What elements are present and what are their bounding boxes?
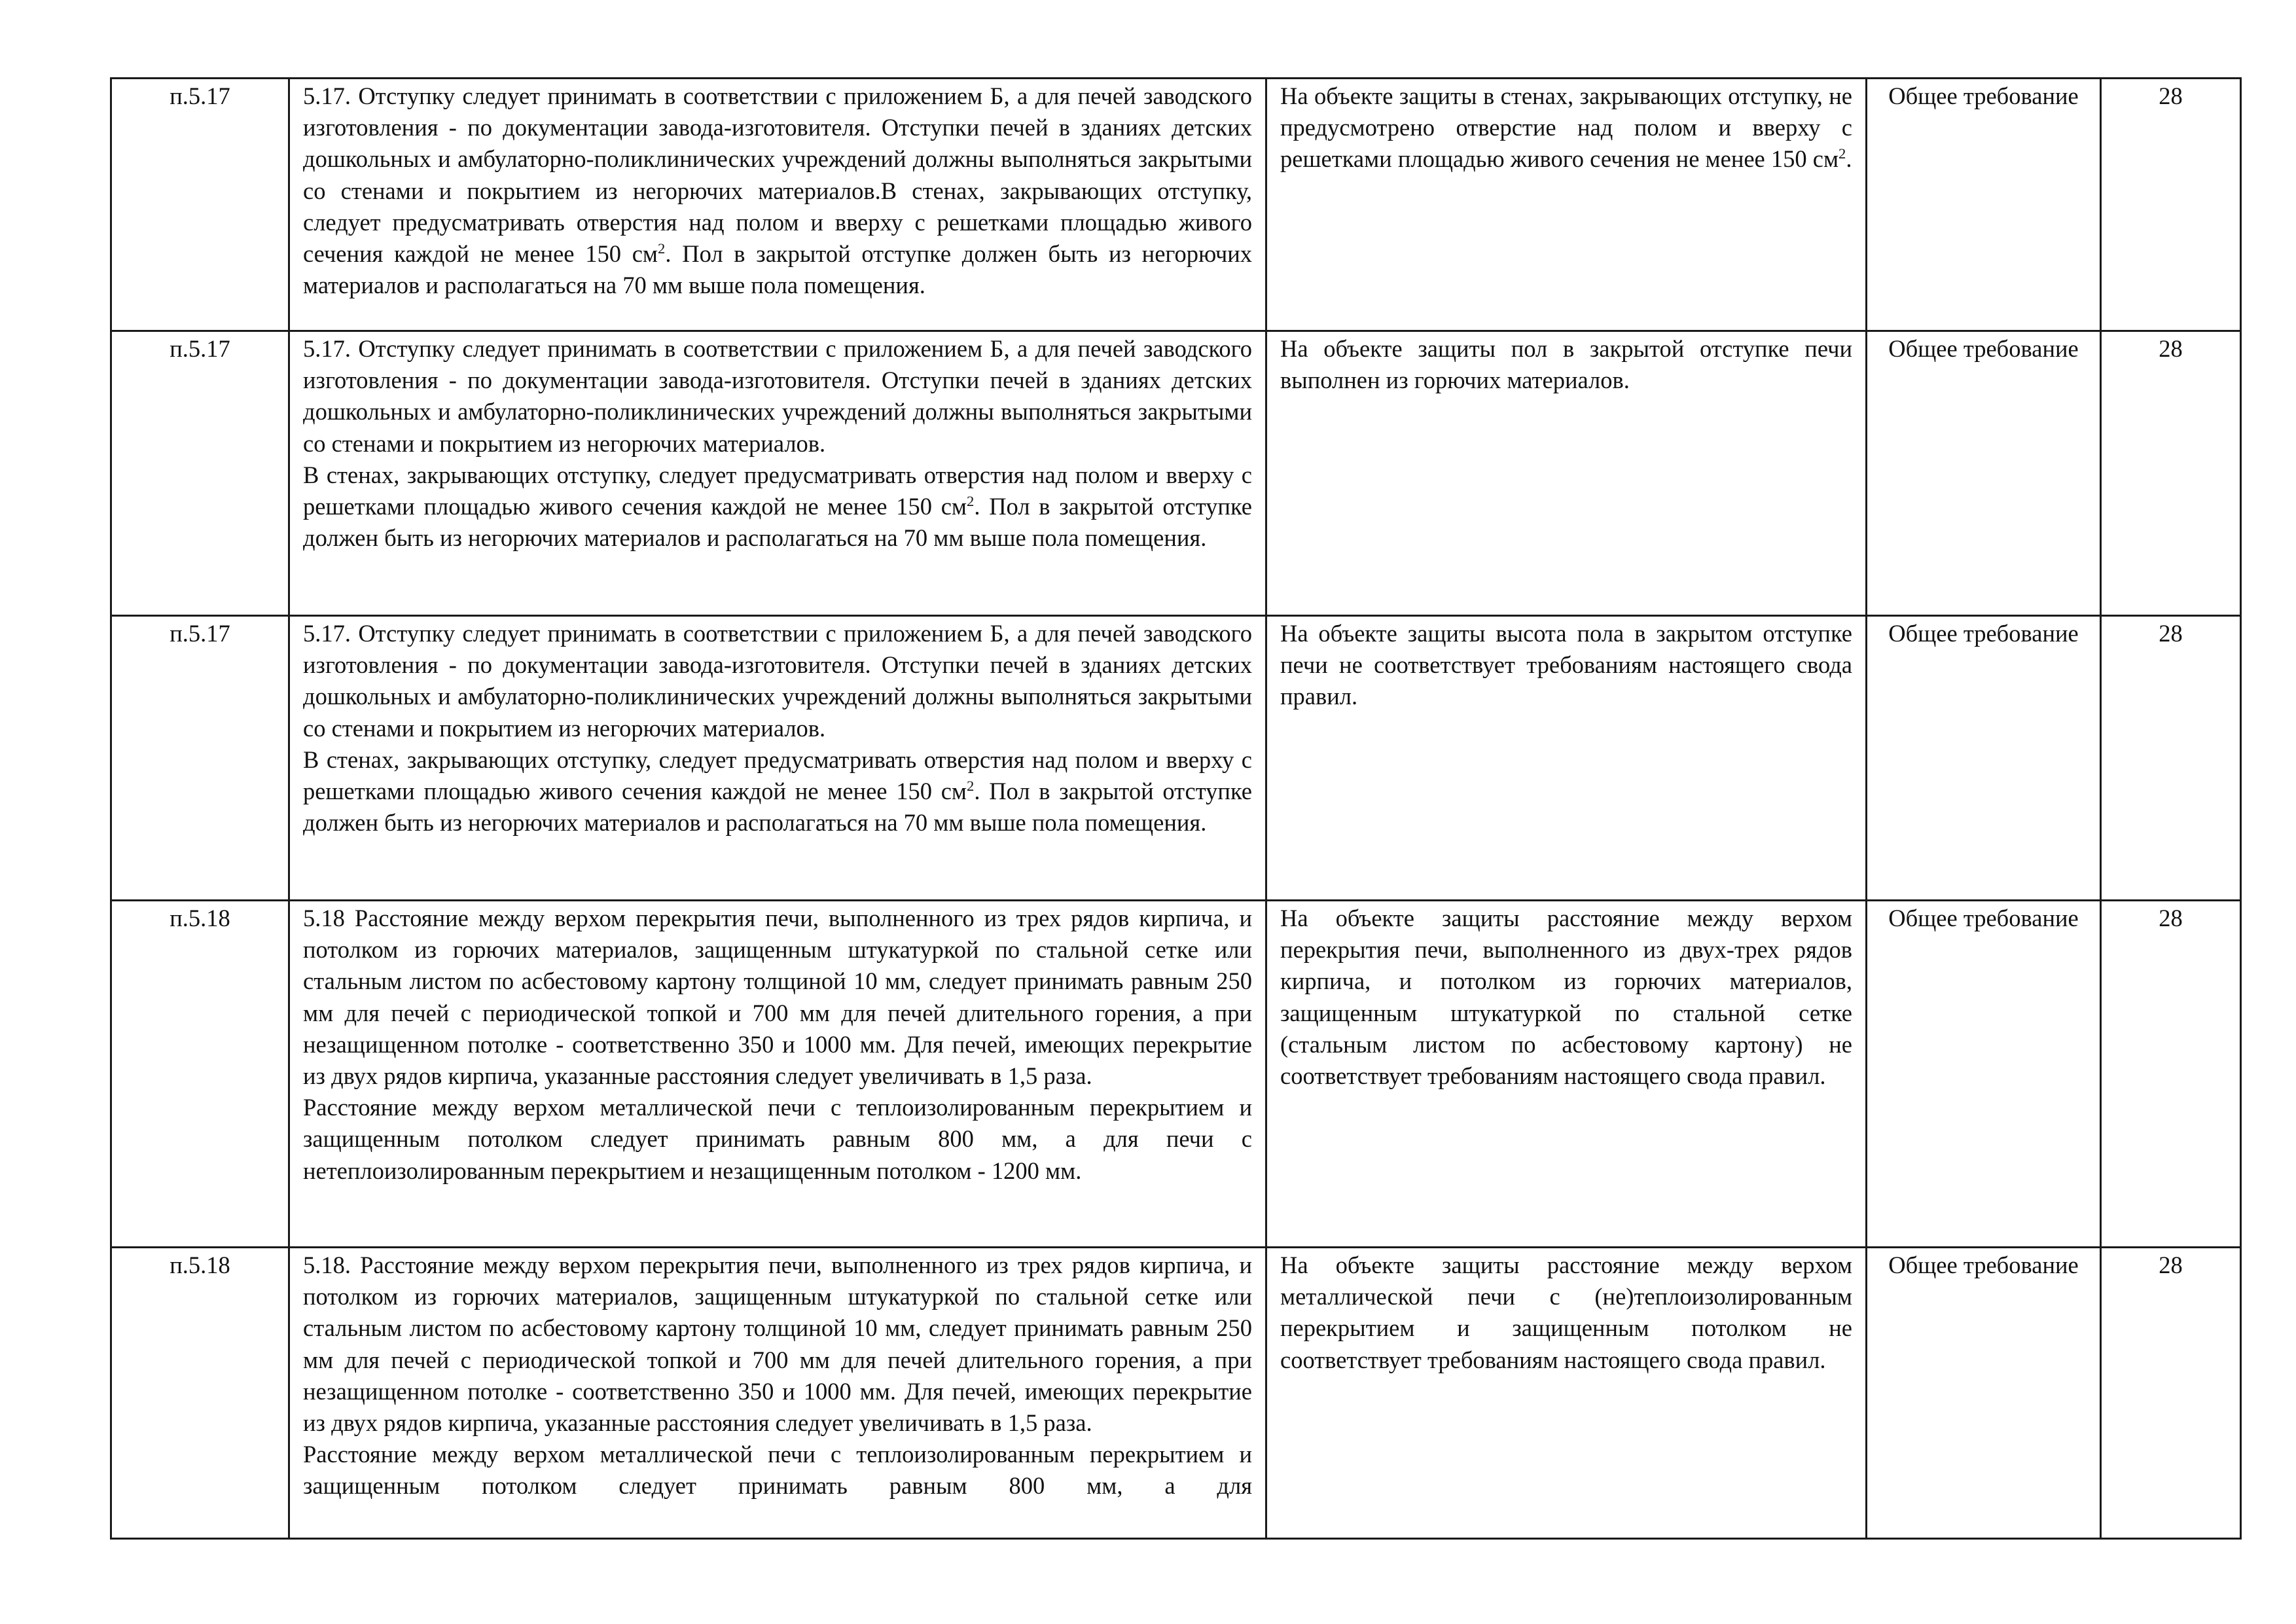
clause-ref-cell — [111, 331, 289, 616]
requirement-text-cell — [289, 901, 1266, 1248]
violation-text: На объекте защиты расстояние между верхом перекрытия печи, выполненного из двух-трех рядов кирпича, и потолком из горючих материалов, защищенным штукатуркой по стальной сетке (стальным листом по асбестовому картону) не соответствует требованиям настоящего свода правил. — [1280, 905, 1852, 1090]
page-number-cell — [2101, 901, 2241, 1248]
requirement-paragraph: 5.18. Расстояние между верхом перекрытия печи, выполненного из трех рядов кирпича, и потолком из горючих материалов, защищенным штукатуркой по стальной сетке или стальным листом по асбестовому картону толщиной 10 мм, следует принимать равным 250 мм для печей с периодической топкой и 700 мм для печей длительного горения, а при незащищенном потолке - соответственно 350 и 1000 мм. Для печей, имеющих перекрытие из двух рядов кирпича, указанные расстояния следует увеличивать в 1,5 раза. — [303, 1252, 1252, 1437]
requirement-type-cell — [1867, 79, 2101, 331]
violation-text: На объекте защиты высота пола в закрытом отступке печи не соответствует требованиям настоящего свода правил. — [1280, 620, 1852, 710]
requirement-paragraph: 5.17. Отступку следует принимать в соответствии с приложением Б, а для печей заводского изготовления - по документации завода-изготовителя. Отступки печей в зданиях детских дошкольных и амбулаторно-поликлинических учреждений должны выполняться закрытыми со стенами и покрытием из негорючих материалов. — [303, 620, 1252, 742]
requirement-type-cell — [1867, 331, 2101, 616]
violation-text: На объекте защиты пол в закрытой отступке печи выполнен из горючих материалов. — [1280, 335, 1852, 394]
requirement-paragraph: 5.17. Отступку следует принимать в соответствии с приложением Б, а для печей заводского изготовления - по документации завода-изготовителя. Отступки печей в зданиях детских дошкольных и амбулаторно-поликлинических учреждений должны выполняться закрытыми со стенами и покрытием из негорючих материалов.В стенах, закрывающих отступку, следует предусматривать отверстия над полом и вверху с решетками площадью живого сечения каждой не менее 150 $см^2$. Пол в закрытой отступке должен быть из негорючих материалов и располагаться на 70 мм выше пола помещения. — [303, 82, 1252, 299]
requirement-type: Общее требование — [1888, 620, 2079, 647]
requirement-type-cell — [1867, 901, 2101, 1248]
clause-ref: п.5.18 — [170, 905, 230, 931]
page-number-cell — [2101, 616, 2241, 901]
clause-ref: п.5.17 — [170, 620, 230, 647]
violation-text: На объекте защиты расстояние между верхом металлической печи с (не)теплоизолированным перекрытием и защищенным потолком не соответствует требованиям настоящего свода правил. — [1280, 1252, 1852, 1373]
requirement-type: Общее требование — [1888, 335, 2079, 362]
page-number-cell — [2101, 79, 2241, 331]
page-number: 28 — [2159, 335, 2183, 362]
requirement-paragraph: В стенах, закрывающих отступку, следует предусматривать отверстия над полом и вверху с решетками площадью живого сечения каждой не менее 150 $см^2$. Пол в закрытой отступке должен быть из негорючих материалов и располагаться на 70 мм выше пола помещения. — [303, 461, 1252, 552]
requirement-paragraph: Расстояние между верхом металлической печи с теплоизолированным перекрытием и защищенным потолком следует принимать равным 800 мм, а для печи с нетеплоизолированным перекрытием и незащищенным потолком - 1200 мм. — [303, 1094, 1252, 1184]
page-number-cell — [2101, 331, 2241, 616]
page-number-cell — [2101, 1248, 2241, 1539]
page-number: 28 — [2159, 620, 2183, 647]
requirements-table — [110, 77, 2242, 1540]
requirement-type: Общее требование — [1888, 1252, 2079, 1278]
table-row — [111, 331, 2241, 616]
violation-cell — [1266, 79, 1867, 331]
requirement-paragraph: В стенах, закрывающих отступку, следует предусматривать отверстия над полом и вверху с решетками площадью живого сечения каждой не менее 150 $см^2$. Пол в закрытой отступке должен быть из негорючих материалов и располагаться на 70 мм выше пола помещения. — [303, 746, 1252, 837]
table-row — [111, 616, 2241, 901]
requirement-text-cell — [289, 1248, 1266, 1539]
requirement-text-cell — [289, 331, 1266, 616]
table-row — [111, 901, 2241, 1248]
requirements-table-page — [110, 77, 2240, 1540]
clause-ref: п.5.18 — [170, 1252, 230, 1278]
requirement-paragraph: Расстояние между верхом металлической печи с теплоизолированным перекрытием и защищенным потолком следует принимать равным 800 мм, а для — [303, 1441, 1252, 1500]
clause-ref-cell — [111, 1248, 289, 1539]
clause-ref-cell — [111, 901, 289, 1248]
requirement-paragraph: 5.17. Отступку следует принимать в соответствии с приложением Б, а для печей заводского изготовления - по документации завода-изготовителя. Отступки печей в зданиях детских дошкольных и амбулаторно-поликлинических учреждений должны выполняться закрытыми со стенами и покрытием из негорючих материалов. — [303, 335, 1252, 457]
requirement-type: Общее требование — [1888, 82, 2079, 109]
requirement-text-cell — [289, 616, 1266, 901]
table-row — [111, 1248, 2241, 1539]
violation-cell — [1266, 901, 1867, 1248]
page-number: 28 — [2159, 82, 2183, 109]
clause-ref: п.5.17 — [170, 82, 230, 109]
clause-ref-cell — [111, 79, 289, 331]
table-row — [111, 79, 2241, 331]
page-number: 28 — [2159, 1252, 2183, 1278]
requirement-paragraph: 5.18 Расстояние между верхом перекрытия печи, выполненного из трех рядов кирпича, и потолком из горючих материалов, защищенным штукатуркой по стальной сетке или стальным листом по асбестовому картону толщиной 10 мм, следует принимать равным 250 мм для печей с периодической топкой и 700 мм для печей длительного горения, а при незащищенном потолке - соответственно 350 и 1000 мм. Для печей, имеющих перекрытие из двух рядов кирпича, указанные расстояния следует увеличивать в 1,5 раза. — [303, 905, 1252, 1090]
violation-cell — [1266, 616, 1867, 901]
clause-ref: п.5.17 — [170, 335, 230, 362]
clause-ref-cell — [111, 616, 289, 901]
violation-cell — [1266, 331, 1867, 616]
requirement-type-cell — [1867, 616, 2101, 901]
page-number: 28 — [2159, 905, 2183, 931]
requirement-type: Общее требование — [1888, 905, 2079, 931]
requirement-type-cell — [1867, 1248, 2101, 1539]
requirement-text-cell — [289, 79, 1266, 331]
violation-text: На объекте защиты в стенах, закрывающих отступку, не предусмотрено отверстие над полом и вверху с решетками площадью живого сечения не менее 150 $см^2$. — [1280, 82, 1852, 173]
violation-cell — [1266, 1248, 1867, 1539]
